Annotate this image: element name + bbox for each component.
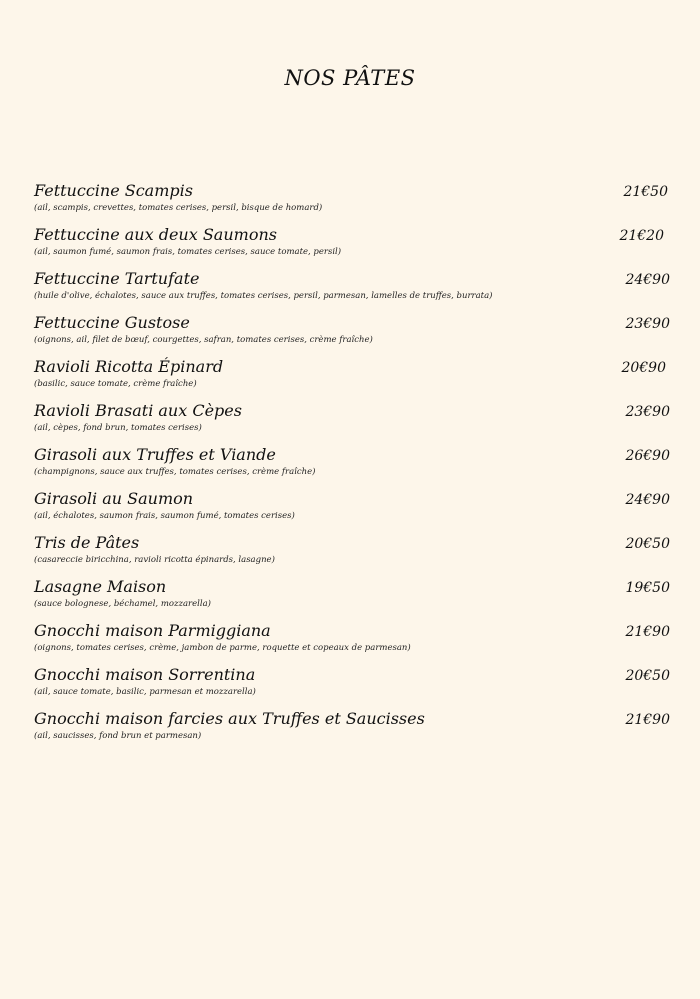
page-title: NOS PÂTES	[284, 66, 416, 90]
dish-price: 21€50	[623, 184, 668, 200]
menu-item	[34, 356, 670, 400]
dish-description: (sauce bolognese, béchamel, mozzarella)	[34, 599, 211, 609]
menu-item	[34, 268, 670, 312]
dish-price: 21€90	[625, 624, 670, 640]
menu-item	[34, 664, 670, 708]
dish-description: (casareccie biricchina, ravioli ricotta épinards, lasagne)	[34, 555, 275, 565]
menu-item	[34, 400, 670, 444]
dish-name: Fettuccine Tartufate	[34, 269, 200, 288]
dish-description: (huile d'olive, échalotes, sauce aux truffes, tomates cerises, persil, parmesan, lamelles de truffes, burrata)	[34, 291, 493, 301]
dish-price: 20€50	[625, 668, 670, 684]
dish-description: (ail, échalotes, saumon frais, saumon fumé, tomates cerises)	[34, 511, 295, 521]
dish-price: 21€20	[619, 228, 664, 244]
dish-price: 20€90	[621, 360, 666, 376]
dish-description: (ail, saucisses, fond brun et parmesan)	[34, 731, 202, 741]
dish-name: Lasagne Maison	[34, 577, 167, 596]
dish-description: (oignons, ail, filet de bœuf, courgettes, safran, tomates cerises, crème fraîche)	[34, 335, 373, 345]
menu-item	[34, 224, 670, 268]
menu-item	[34, 488, 670, 532]
dish-price: 23€90	[625, 316, 670, 332]
dish-name: Fettuccine Gustose	[34, 313, 190, 332]
menu-item	[34, 576, 670, 620]
menu-item	[34, 312, 670, 356]
dish-description: (ail, cèpes, fond brun, tomates cerises)	[34, 423, 202, 433]
dish-price: 19€50	[625, 580, 670, 596]
dish-description: (ail, scampis, crevettes, tomates cerises, persil, bisque de homard)	[34, 203, 323, 213]
dish-description: (basilic, sauce tomate, crème fraîche)	[34, 379, 197, 389]
dish-name: Ravioli Brasati aux Cèpes	[34, 401, 242, 420]
menu-list	[34, 180, 670, 752]
dish-price: 21€90	[625, 712, 670, 728]
dish-description: (ail, sauce tomate, basilic, parmesan et mozzarella)	[34, 687, 256, 697]
dish-name: Gnocchi maison farcies aux Truffes et Saucisses	[34, 709, 425, 728]
menu-item	[34, 708, 670, 752]
dish-name: Fettuccine Scampis	[34, 181, 193, 200]
dish-name: Tris de Pâtes	[34, 533, 140, 552]
menu-item	[34, 532, 670, 576]
dish-price: 23€90	[625, 404, 670, 420]
dish-price: 24€90	[625, 492, 670, 508]
menu-item	[34, 620, 670, 664]
dish-price: 24€90	[625, 272, 670, 288]
dish-name: Gnocchi maison Parmiggiana	[34, 621, 271, 640]
dish-name: Gnocchi maison Sorrentina	[34, 665, 256, 684]
dish-price: 20€50	[625, 536, 670, 552]
dish-name: Fettuccine aux deux Saumons	[34, 225, 277, 244]
menu-item	[34, 180, 670, 224]
dish-description: (oignons, tomates cerises, crème, jambon de parme, roquette et copeaux de parmesan)	[34, 643, 411, 653]
dish-name: Girasoli aux Truffes et Viande	[34, 445, 276, 464]
dish-description: (ail, saumon fumé, saumon frais, tomates cerises, sauce tomate, persil)	[34, 247, 342, 257]
dish-name: Ravioli Ricotta Épinard	[34, 357, 224, 376]
dish-description: (champignons, sauce aux truffes, tomates cerises, crème fraîche)	[34, 467, 316, 477]
menu-item	[34, 444, 670, 488]
dish-price: 26€90	[625, 448, 670, 464]
dish-name: Girasoli au Saumon	[34, 489, 194, 508]
